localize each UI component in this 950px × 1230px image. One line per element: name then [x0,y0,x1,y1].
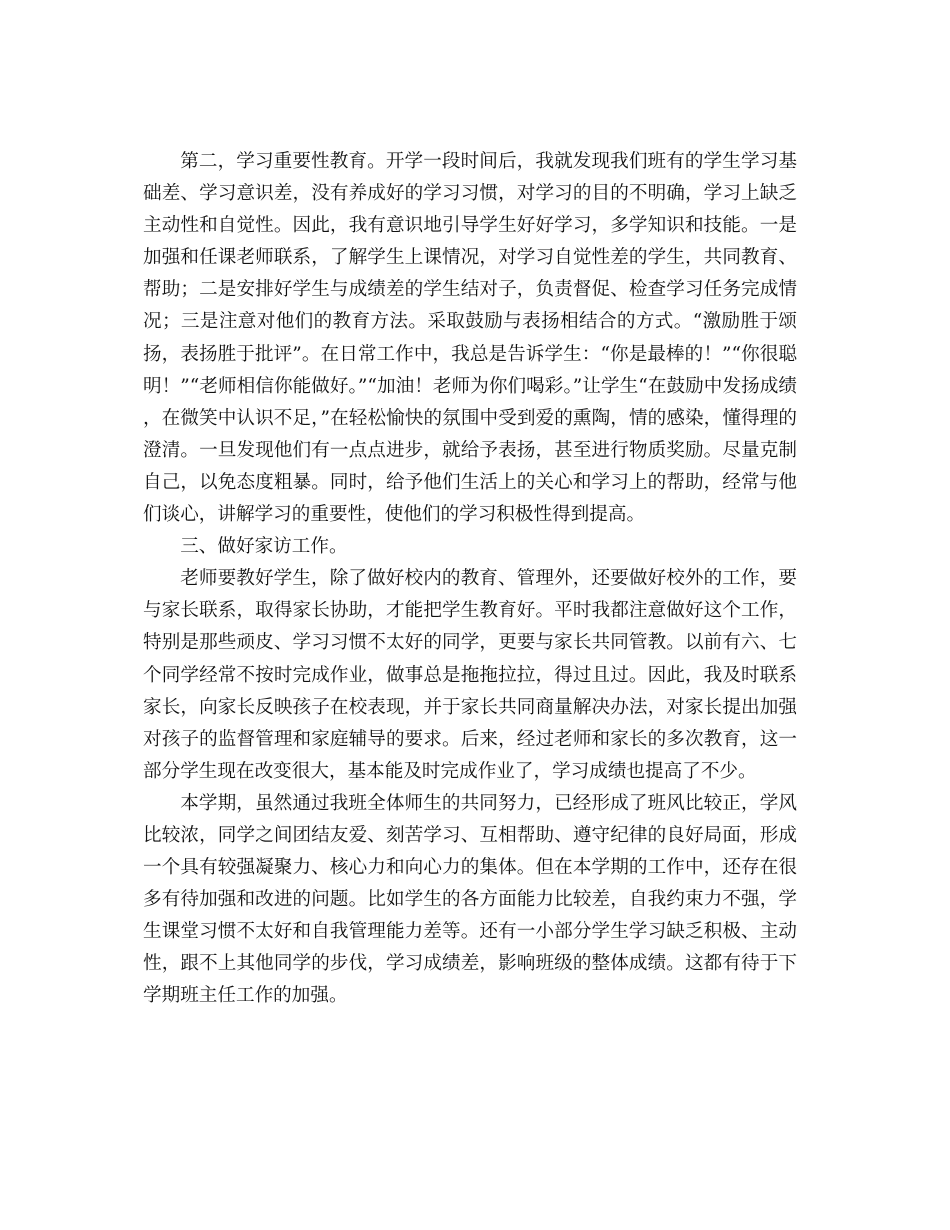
paragraph-semester-summary: 本学期，虽然通过我班全体师生的共同努力，已经形成了班风比较正，学风比较浓，同学之间团结友爱、刻苦学习、互相帮助、遵守纪律的良好局面，形成一个具有较强凝聚力、核心力和向心力的集体。但在本学期的工作中，还存在很多有待加强和改进的问题。比如学生的各方面能力比较差，自我约束力不强，学生课堂习惯不太好和自我管理能力差等。还有一小部分学生学习缺乏积极、主动性，跟不上其他同学的步伐，学习成绩差，影响班级的整体成绩。这都有待于下学期班主任工作的加强。 [143,792,797,1007]
paragraph-study-importance: 第二，学习重要性教育。开学一段时间后，我就发现我们班有的学生学习基础差、学习意识差，没有养成好的学习习惯，对学习的目的不明确，学习上缺乏主动性和自觉性。因此，我有意识地引导学生好好学习，多学知识和技能。一是加强和任课老师联系，了解学生上课情况，对学习自觉性差的学生，共同教育、帮助；二是安排好学生与成绩差的学生结对子，负责督促、检查学习任务完成情况；三是注意对他们的教育方法。采取鼓励与表扬相结合的方式。“激励胜于颂扬，表扬胜于批评”。在日常工作中，我总是告诉学生：“你是最棒的！”“你很聪明！”“老师相信你能做好。”“加油！老师为你们喝彩。”让学生“在鼓励中发扬成绩，在微笑中认识不足，”在轻松愉快的氛围中受到爱的熏陶，情的感染，懂得理的澄清。一旦发现他们有一点点进步，就给予表扬，甚至进行物质奖励。尽量克制自己，以免态度粗暴。同时，给予他们生活上的关心和学习上的帮助，经常与他们谈心，讲解学习的重要性，使他们的学习积极性得到提高。 [143,151,797,526]
paragraph-home-visits: 老师要教好学生，除了做好校内的教育、管理外，还要做好校外的工作，要与家长联系，取得家长协助，才能把学生教育好。平时我都注意做好这个工作，特别是那些顽皮、学习习惯不太好的同学，更要与家长共同管教。以前有六、七个同学经常不按时完成作业，做事总是拖拖拉拉，得过且过。因此，我及时联系家长，向家长反映孩子在校表现，并于家长共同商量解决办法，对家长提出加强对孩子的监督管理和家庭辅导的要求。后来，经过老师和家长的多次教育，这一部分学生现在改变很大，基本能及时完成作业了，学习成绩也提高了不少。 [143,568,797,782]
section-heading-home-visits: 三、做好家访工作。 [180,536,348,558]
document-body [143,146,797,1013]
